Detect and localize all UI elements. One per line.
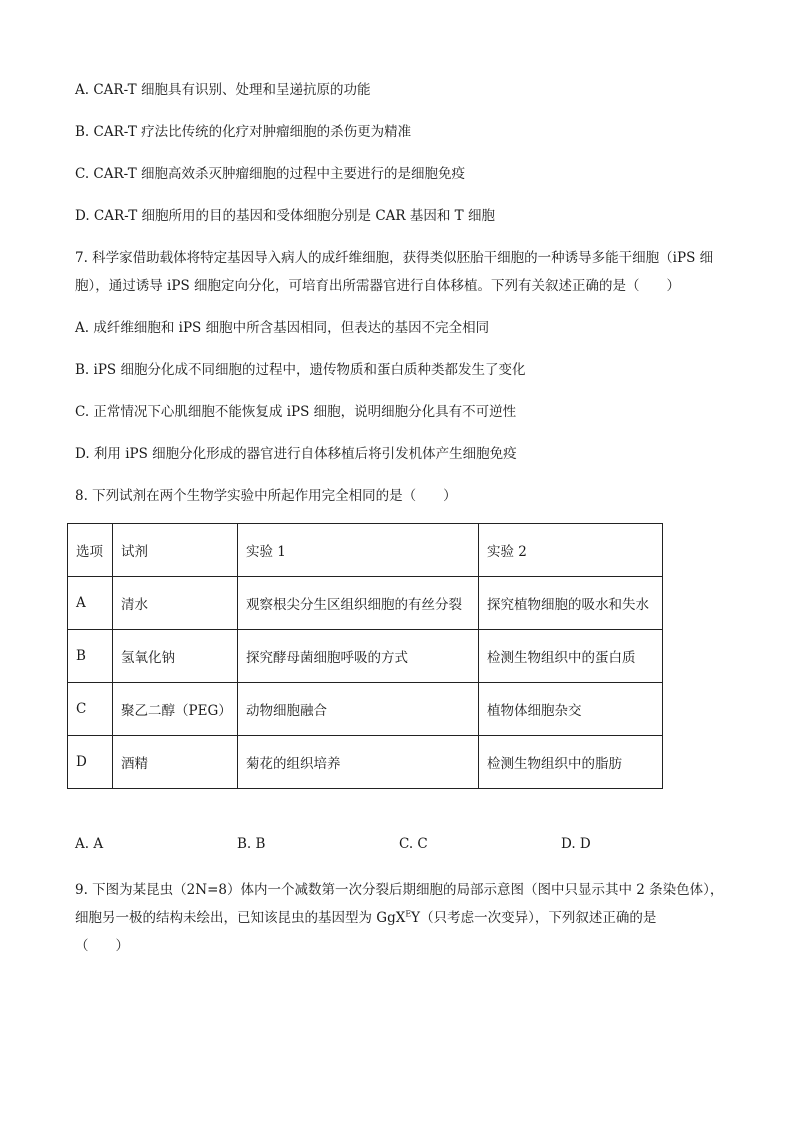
q8-answer-b: B. B xyxy=(237,836,266,852)
q7-option-b: B. iPS 细胞分化成不同细胞的过程中，遗传物质和蛋白质种类都发生了变化 xyxy=(75,362,526,378)
table-header-row xyxy=(68,524,663,577)
q9-stem-line2-part1: 细胞另一极的结构未绘出，已知该昆虫的基因型为 GgX xyxy=(75,910,406,926)
table-cell: 检测生物组织中的脂肪 xyxy=(479,736,663,789)
q6-option-d: D. CAR-T 细胞所用的目的基因和受体细胞分别是 CAR 基因和 T 细胞 xyxy=(75,208,495,224)
q7-stem-line2: 胞），通过诱导 iPS 细胞定向分化，可培育出所需器官进行自体移植。下列有关叙述正确的是（ ） xyxy=(75,278,680,294)
table-row xyxy=(68,736,663,789)
q8-answer-d: D. D xyxy=(561,836,591,852)
table-header-cell: 试剂 xyxy=(113,524,238,577)
table-header-cell: 实验 1 xyxy=(238,524,479,577)
q8-table xyxy=(67,523,663,789)
table-cell: 动物细胞融合 xyxy=(238,683,479,736)
table-cell: 植物体细胞杂交 xyxy=(479,683,663,736)
q7-option-a: A. 成纤维细胞和 iPS 细胞中所含基因相同，但表达的基因不完全相同 xyxy=(75,320,490,336)
q6-option-c: C. CAR-T 细胞高效杀灭肿瘤细胞的过程中主要进行的是细胞免疫 xyxy=(75,166,466,182)
table-cell: B xyxy=(68,630,113,683)
q8-answer-a: A. A xyxy=(75,836,104,852)
table-row xyxy=(68,630,663,683)
q9-stem-line1: 9. 下图为某昆虫（2N=8）体内一个减数第一次分裂后期细胞的局部示意图（图中只显示其中 2 条染色体）， xyxy=(75,882,724,898)
q7-option-c: C. 正常情况下心肌细胞不能恢复成 iPS 细胞，说明细胞分化具有不可逆性 xyxy=(75,404,517,420)
q6-option-a: A. CAR-T 细胞具有识别、处理和呈递抗原的功能 xyxy=(75,82,371,98)
table-cell: 菊花的组织培养 xyxy=(238,736,479,789)
table-header-cell: 选项 xyxy=(68,524,113,577)
q9-stem-line2-part2: Y（只考虑一次变异），下列叙述正确的是 xyxy=(411,910,657,926)
table-cell: D xyxy=(68,736,113,789)
q8-answer-c: C. C xyxy=(399,836,428,852)
q7-option-d: D. 利用 iPS 细胞分化形成的器官进行自体移植后将引发机体产生细胞免疫 xyxy=(75,446,517,462)
table-cell: 检测生物组织中的蛋白质 xyxy=(479,630,663,683)
q7-stem-line1: 7. 科学家借助载体将特定基因导入病人的成纤维细胞，获得类似胚胎干细胞的一种诱导多能干细胞（iPS 细 xyxy=(75,250,714,266)
table-cell: A xyxy=(68,577,113,630)
table-cell: 探究酵母菌细胞呼吸的方式 xyxy=(238,630,479,683)
table-cell: 观察根尖分生区组织细胞的有丝分裂 xyxy=(238,577,479,630)
table-row xyxy=(68,683,663,736)
q9-stem-line2 xyxy=(75,909,656,927)
table-cell: 聚乙二醇（PEG） xyxy=(113,683,238,736)
q9-stem-line3: （ ） xyxy=(75,938,129,954)
table-cell: C xyxy=(68,683,113,736)
q6-option-b: B. CAR-T 疗法比传统的化疗对肿瘤细胞的杀伤更为精准 xyxy=(75,124,412,140)
table-row xyxy=(68,577,663,630)
table-cell: 氢氧化钠 xyxy=(113,630,238,683)
table-cell: 探究植物细胞的吸水和失水 xyxy=(479,577,663,630)
table-cell: 清水 xyxy=(113,577,238,630)
table-cell: 酒精 xyxy=(113,736,238,789)
table-header-cell: 实验 2 xyxy=(479,524,663,577)
q9-genotype-superscript: E xyxy=(405,909,412,919)
q8-stem: 8. 下列试剂在两个生物学实验中所起作用完全相同的是（ ） xyxy=(75,488,457,504)
